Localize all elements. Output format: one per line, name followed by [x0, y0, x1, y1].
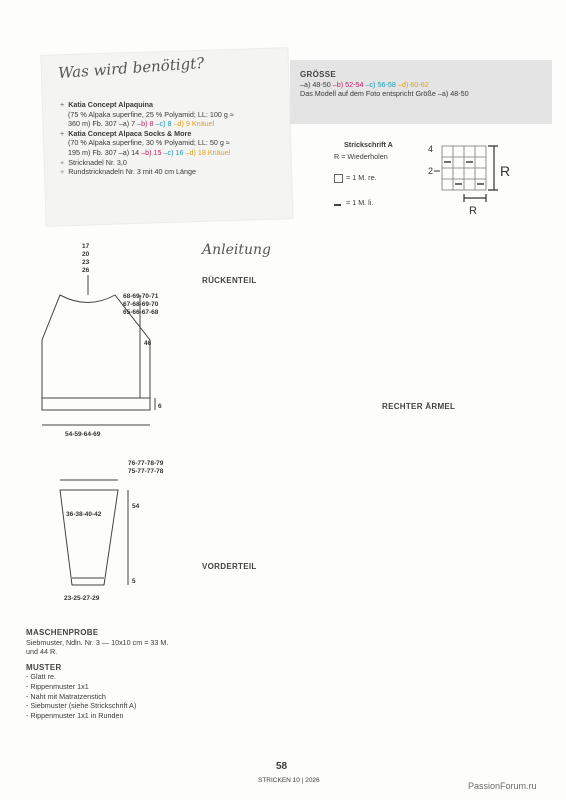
legend-knit: = 1 M. re. [346, 173, 377, 182]
size-content [300, 70, 550, 99]
pattern-item: - Rippenmuster 1x1 in Runden [26, 710, 124, 720]
sleeve-width: 36-38-40-42 [66, 511, 102, 518]
watermark: PassionForum.ru [468, 781, 537, 791]
row-2-label: 2 [428, 166, 434, 176]
yarn1-line1: (75 % Alpaka superfine, 25 % Polyamid; LL: 100 g ≈ [68, 109, 234, 119]
shoulder-1: 68-69-70-71 [123, 293, 159, 300]
gauge-section [26, 628, 186, 720]
shoulder-2: 67-68-69-70 [123, 301, 159, 308]
pattern-title: MUSTER [26, 662, 62, 672]
yarn1-name: + Katia Concept Alpaquina [60, 100, 290, 110]
size-title: GRÖSSE [300, 70, 337, 79]
repeat-label-right: R [500, 163, 511, 179]
needle1: + Stricknadel Nr. 3,0 [60, 158, 290, 168]
front-title: VORDERTEIL [202, 562, 257, 571]
purl-symbol [334, 204, 341, 206]
needle2: + Rundstricknadeln Nr. 3 mit 40 cm Länge [60, 167, 290, 177]
chart-repeat-legend: R = Wiederholen [334, 152, 388, 161]
size-a: –a) 48-50 [300, 79, 331, 89]
body-width: 54-59-64-69 [65, 431, 101, 438]
yarn1-d: –d) 9 Knäuel [171, 119, 215, 129]
knit-symbol [334, 174, 343, 183]
pattern-item: - Rippenmuster 1x1 [26, 681, 89, 691]
yarn2-a: 195 m) Fb. 307 –a) 14 [68, 147, 142, 157]
size-b: –b) 52-54 [330, 79, 364, 89]
sleeve-length: 54 [132, 503, 140, 510]
neck-4: 26 [82, 267, 90, 274]
pattern-item: - Glatt re. [26, 672, 56, 682]
yarn2-line2 [68, 148, 290, 158]
pattern-item: - Naht mit Matratzenstich [26, 691, 106, 701]
neck-1: 17 [82, 243, 90, 250]
rib-height: 6 [158, 403, 162, 410]
pattern-item-2: Rippenmuster 1x1 [30, 681, 89, 691]
gauge-title: MASCHENPROBE [26, 628, 99, 637]
sleeve-title: RECHTER ÄRMEL [382, 402, 456, 411]
pattern-item-4: Siebmuster (siehe Strickschrift A) [30, 701, 137, 711]
row-4-label: 4 [428, 144, 434, 154]
pattern-item-3: Naht mit Matratzenstich [30, 691, 106, 701]
sweater-schematic [20, 240, 205, 620]
size-note: Das Modell auf dem Foto entspricht Größe –a) 48-50 [300, 89, 469, 99]
cuff-width: 23-25-27-29 [64, 595, 100, 602]
neck-3: 23 [82, 259, 90, 266]
size-values [300, 80, 550, 90]
yarn2-name: + Katia Concept Alpaca Socks & More [60, 129, 290, 139]
yarn2-c: –c) 16 [161, 147, 184, 157]
chart-title: Strickschrift A [344, 140, 393, 149]
neck-2: 20 [82, 251, 90, 258]
yarn2-d: –d) 18 Knäuel [183, 147, 231, 157]
body-length: 46 [144, 340, 152, 347]
pattern-item-1: Glatt re. [30, 672, 56, 682]
gauge-text-1: Siebmuster, Ndln. Nr. 3 — 10x10 cm = 33 M. [26, 637, 169, 647]
magazine-footer: STRICKEN 10 | 2026 [258, 777, 320, 784]
yarn2-line1: (70 % Alpaka superfine, 30 % Polyamid; LL: 50 g ≈ [68, 138, 230, 148]
pattern-item: - Siebmuster (siehe Strickschrift A) [26, 701, 137, 711]
page-number: 58 [276, 761, 288, 772]
yarn1-line2 [68, 119, 290, 129]
size-c: –c) 56-58 [363, 79, 396, 89]
yarn2-b: –b) 15 [141, 147, 162, 157]
repeat-label-bottom: R [469, 205, 477, 217]
size-d: –d) 60-62 [395, 79, 429, 89]
yarn1-a: 360 m) Fb. 307 –a) 7 [68, 119, 138, 129]
back-title: RÜCKENTEIL [202, 276, 257, 285]
sleeve-top-1: 76-77-78-79 [128, 460, 164, 467]
yarn1-b: –b) 8 [137, 119, 154, 129]
sleeve-top-2: 75-77-77-78 [128, 468, 164, 475]
strickschrift-chart [420, 136, 520, 226]
legend-purl: = 1 M. li. [346, 198, 374, 207]
materials-list [60, 100, 290, 177]
instructions-heading: Anleitung [202, 242, 271, 258]
sleeve-rib: 5 [132, 578, 136, 585]
materials-heading: Was wird benötigt? [57, 53, 205, 83]
pattern-item-5: Rippenmuster 1x1 in Runden [30, 710, 124, 720]
gauge-text-2: und 44 R. [26, 647, 58, 657]
shoulder-3: 65-66-67-68 [123, 309, 159, 316]
yarn1-c: –c) 8 [153, 119, 172, 129]
